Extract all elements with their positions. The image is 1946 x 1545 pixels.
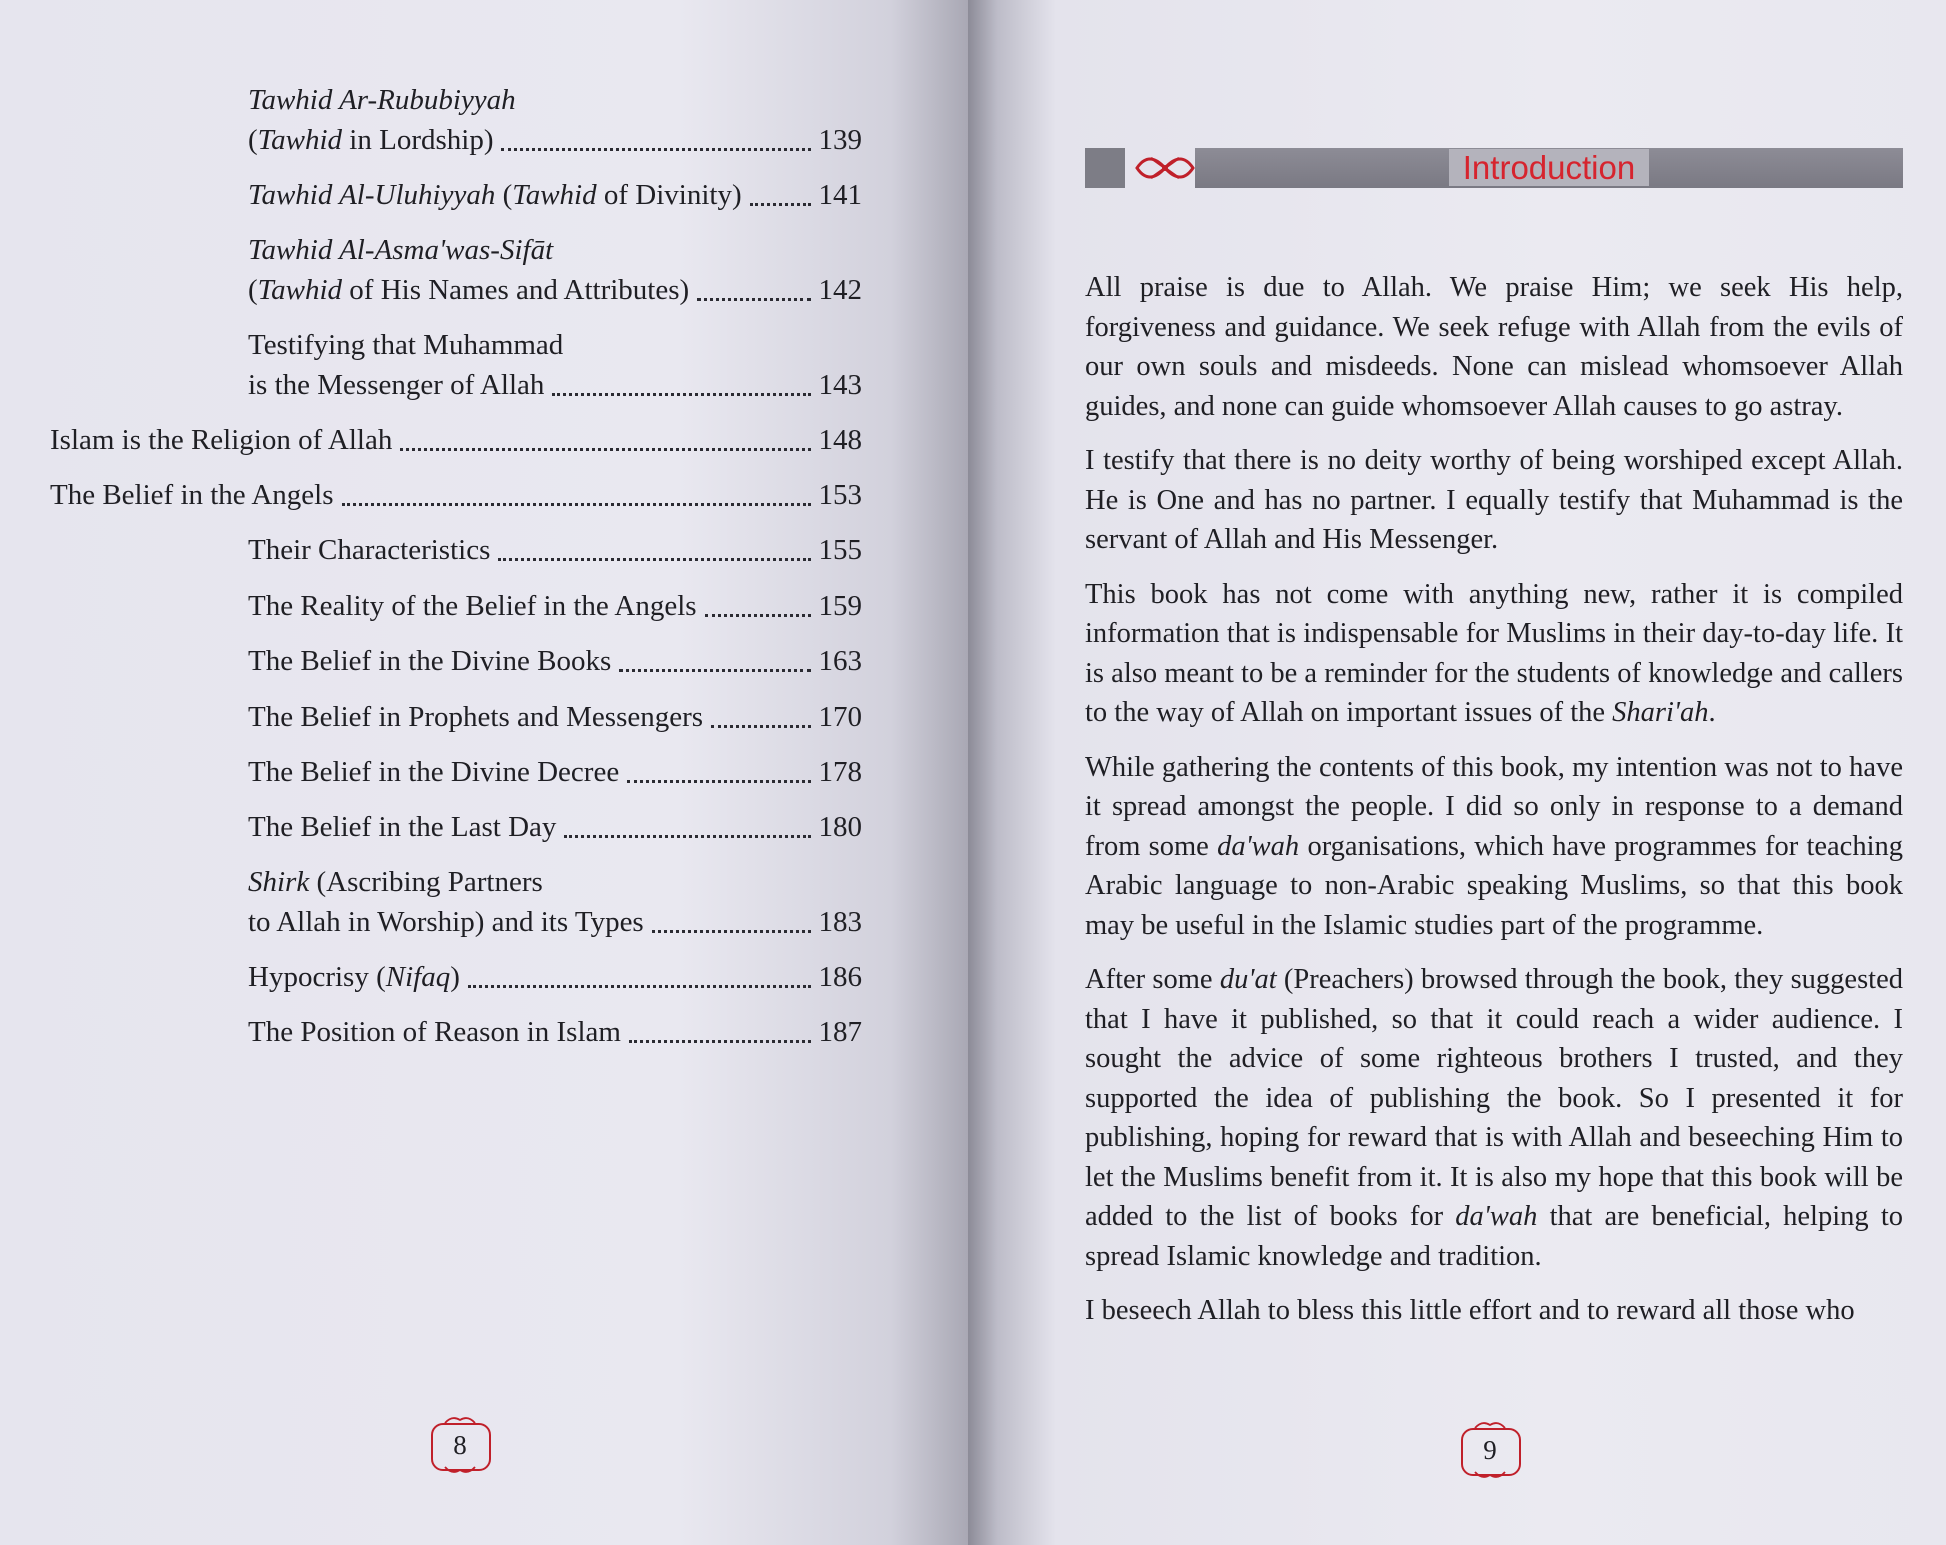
toc-entry-page: 142 [818, 274, 862, 306]
toc-entry-page: 159 [818, 590, 862, 622]
toc-entry-title: The Position of Reason in Islam [248, 1016, 621, 1048]
toc-entry-title: The Reality of the Belief in the Angels [248, 590, 697, 622]
toc-entry [248, 957, 862, 997]
toc-leader-dots [750, 203, 811, 206]
right-page-number: 9 [1457, 1420, 1523, 1480]
toc-entry [248, 586, 862, 626]
toc-leader-dots [342, 503, 811, 506]
toc-entry [50, 420, 862, 460]
toc-entry-title: Their Characteristics [248, 534, 491, 566]
toc-entry-page: 183 [818, 906, 862, 938]
toc-entry [248, 84, 862, 160]
toc-leader-dots [501, 148, 810, 151]
toc-leader-dots [652, 930, 811, 933]
toc-entry [248, 1012, 862, 1052]
toc-entry [248, 329, 862, 405]
toc-leader-dots [498, 558, 810, 561]
toc-entry [248, 234, 862, 310]
toc-entry-page: 155 [818, 534, 862, 566]
body-paragraph: All praise is due to Allah. We praise Him; we seek His help, forgiveness and guidance. We seek refuge with Allah from the evils of our own souls and misdeeds. None can mislead whomsoever Allah guides, and none can guide whomsoever Allah causes to go astray. [1085, 272, 1903, 422]
toc-entry [248, 175, 862, 215]
body-paragraph: After some du'at (Preachers) browsed through the book, they suggested that I have it published, so that it could reach a wider audience. I sought the advice of some righteous brothers I trusted, and they supported the idea of publishing the book. So I presented it for publishing, hoping for reward that is with Allah and beseeching Him to let the Muslims benefit from it. It is also my hope that this book will be added to the list of books for da'wah that are beneficial, helping to spread Islamic knowledge and tradition. [1085, 964, 1903, 1272]
toc-entry-page: 143 [818, 369, 862, 401]
toc-entry-title-line: Shirk (Ascribing Partners [248, 866, 543, 898]
toc-entry [248, 641, 862, 681]
left-page-number: 8 [427, 1415, 493, 1475]
toc-leader-dots [619, 669, 810, 672]
body-paragraph: This book has not come with anything new, rather it is compiled information that is indispensable for Muslims in their day-to-day life. It is also meant to be a reminder for the students of knowledge and callers to the way of Allah on important issues of the Shari'ah. [1085, 578, 1903, 728]
toc-leader-dots [400, 448, 810, 451]
toc-entry [50, 475, 862, 515]
toc-entry-page: 163 [818, 645, 862, 677]
table-of-contents [0, 0, 968, 1545]
arabesque-icon [1129, 146, 1201, 190]
toc-entry-title: Islam is the Religion of Allah [50, 424, 393, 456]
header-block [1085, 148, 1125, 188]
toc-entry-title: Hypocrisy (Nifaq) [248, 961, 460, 993]
toc-entry-title: The Belief in the Divine Decree [248, 756, 620, 788]
toc-entry-page: 186 [818, 961, 862, 993]
toc-entry-page: 187 [818, 1016, 862, 1048]
toc-leader-dots [711, 725, 810, 728]
body-paragraph: I testify that there is no deity worthy of being worshiped except Allah. He is One and has no partner. I equally testify that Muhammad is the servant of Allah and His Messenger. [1085, 445, 1903, 555]
section-header [1085, 146, 1903, 190]
body-text [1085, 268, 1903, 1346]
toc-entry-page: 148 [818, 424, 862, 456]
toc-leader-dots [629, 1040, 811, 1043]
body-paragraph: I beseech Allah to bless this little effort and to reward all those who [1085, 1295, 1855, 1326]
toc-entry-page: 180 [818, 811, 862, 843]
toc-entry-title: (Tawhid of His Names and Attributes) [248, 274, 690, 306]
left-page [0, 0, 968, 1545]
toc-entry-page: 153 [818, 479, 862, 511]
toc-leader-dots [564, 835, 810, 838]
toc-entry-page: 139 [818, 124, 862, 156]
toc-entry [248, 752, 862, 792]
toc-entry [248, 530, 862, 570]
toc-entry-page: 141 [818, 179, 862, 211]
toc-leader-dots [552, 393, 810, 396]
ornament-icon [443, 1465, 477, 1475]
toc-leader-dots [697, 298, 810, 301]
toc-entry-page: 170 [818, 701, 862, 733]
toc-entry [248, 807, 862, 847]
toc-entry-title: (Tawhid in Lordship) [248, 124, 494, 156]
toc-entry [248, 866, 862, 942]
toc-entry-title-line: Tawhid Al-Asma'was-Sifāt [248, 234, 554, 266]
ornament-icon [1473, 1470, 1507, 1480]
toc-entry-title: Tawhid Al-Uluhiyyah (Tawhid of Divinity) [248, 179, 742, 211]
section-title: Introduction [1449, 149, 1649, 186]
toc-entry-title-line: Tawhid Ar-Rububiyyah [248, 84, 516, 116]
toc-entry-title: The Belief in Prophets and Messengers [248, 701, 704, 733]
toc-entry-title: The Belief in the Divine Books [248, 645, 612, 677]
body-paragraph: While gathering the contents of this book, my intention was not to have it spread amongst the people. I did so only in response to a demand from some da'wah organisations, which have programmes for teaching Arabic language to non-Arabic speaking Muslims, so that this book may be useful in the Islamic studies part of the programme. [1085, 751, 1903, 941]
toc-leader-dots [627, 780, 810, 783]
toc-entry-title: to Allah in Worship) and its Types [248, 906, 644, 938]
toc-entry [248, 697, 862, 737]
toc-entry-title: The Belief in the Last Day [248, 811, 557, 843]
toc-entry-title: is the Messenger of Allah [248, 369, 545, 401]
toc-leader-dots [468, 985, 811, 988]
toc-entry-title: The Belief in the Angels [50, 479, 334, 511]
toc-leader-dots [705, 614, 811, 617]
toc-entry-page: 178 [818, 756, 862, 788]
toc-entry-title-line: Testifying that Muhammad [248, 329, 564, 361]
